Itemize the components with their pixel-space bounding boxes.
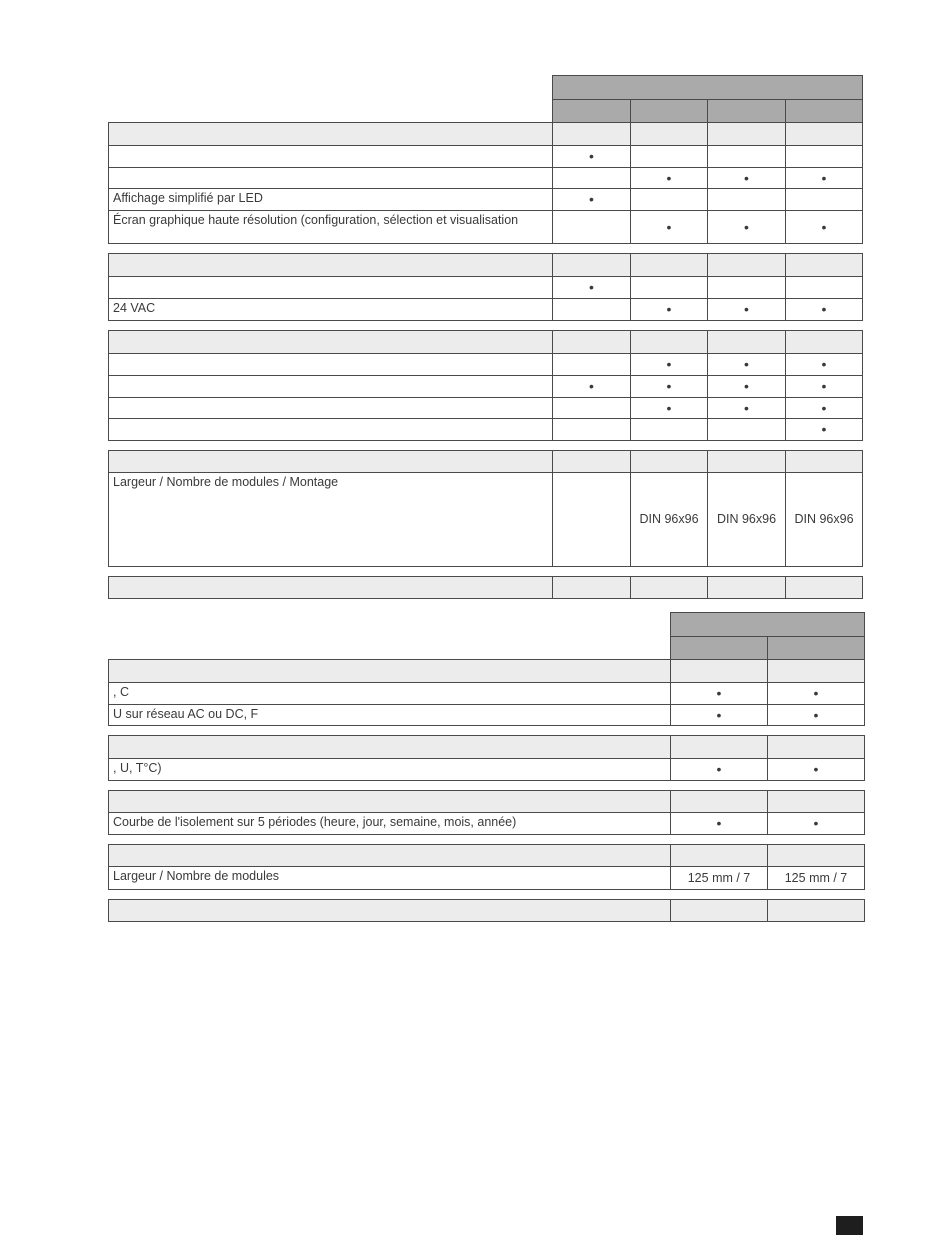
table-row: , U, T°C) • • [109, 759, 865, 781]
section-row [109, 660, 865, 683]
table-row: , C • • [109, 683, 865, 705]
column-group-header [553, 76, 863, 100]
table-row: • [109, 277, 863, 299]
section-row [109, 577, 863, 599]
column-header [553, 100, 631, 123]
column-header [671, 637, 768, 660]
table-row: Affichage simplifié par LED • [109, 189, 863, 211]
header-blank [109, 76, 553, 100]
table-row: Largeur / Nombre de modules 125 mm / 7 125 mm / 7 [109, 867, 865, 890]
product-comparison-table-1 [108, 75, 863, 599]
section-row [109, 331, 863, 354]
table-row: • • • [109, 354, 863, 376]
table-row: Courbe de l'isolement sur 5 périodes (heure, jour, semaine, mois, année) • • [109, 813, 865, 835]
column-header [786, 100, 863, 123]
column-header [631, 100, 708, 123]
page-marker-block [836, 1216, 863, 1235]
section-row [109, 254, 863, 277]
column-header [768, 637, 865, 660]
table-row: 24 VAC • • • [109, 299, 863, 321]
section-row [109, 451, 863, 473]
table-row: • • • [109, 398, 863, 419]
section-row [109, 736, 865, 759]
section-row [109, 791, 865, 813]
section-row [109, 845, 865, 867]
section-row [109, 123, 863, 146]
table-row: Écran graphique haute résolution (configuration, sélection et visualisation • • • [109, 211, 863, 244]
section-row [109, 900, 865, 922]
table-row: • • • • [109, 376, 863, 398]
table-row: • [109, 146, 863, 168]
table-row: U sur réseau AC ou DC, F • • [109, 705, 865, 726]
column-group-header [671, 613, 865, 637]
table-row: • [109, 419, 863, 441]
product-comparison-table-2 [108, 612, 865, 922]
table-row: • • • [109, 168, 863, 189]
column-header [708, 100, 786, 123]
table-row: Largeur / Nombre de modules / Montage DIN 96x96 DIN 96x96 DIN 96x96 [109, 473, 863, 567]
